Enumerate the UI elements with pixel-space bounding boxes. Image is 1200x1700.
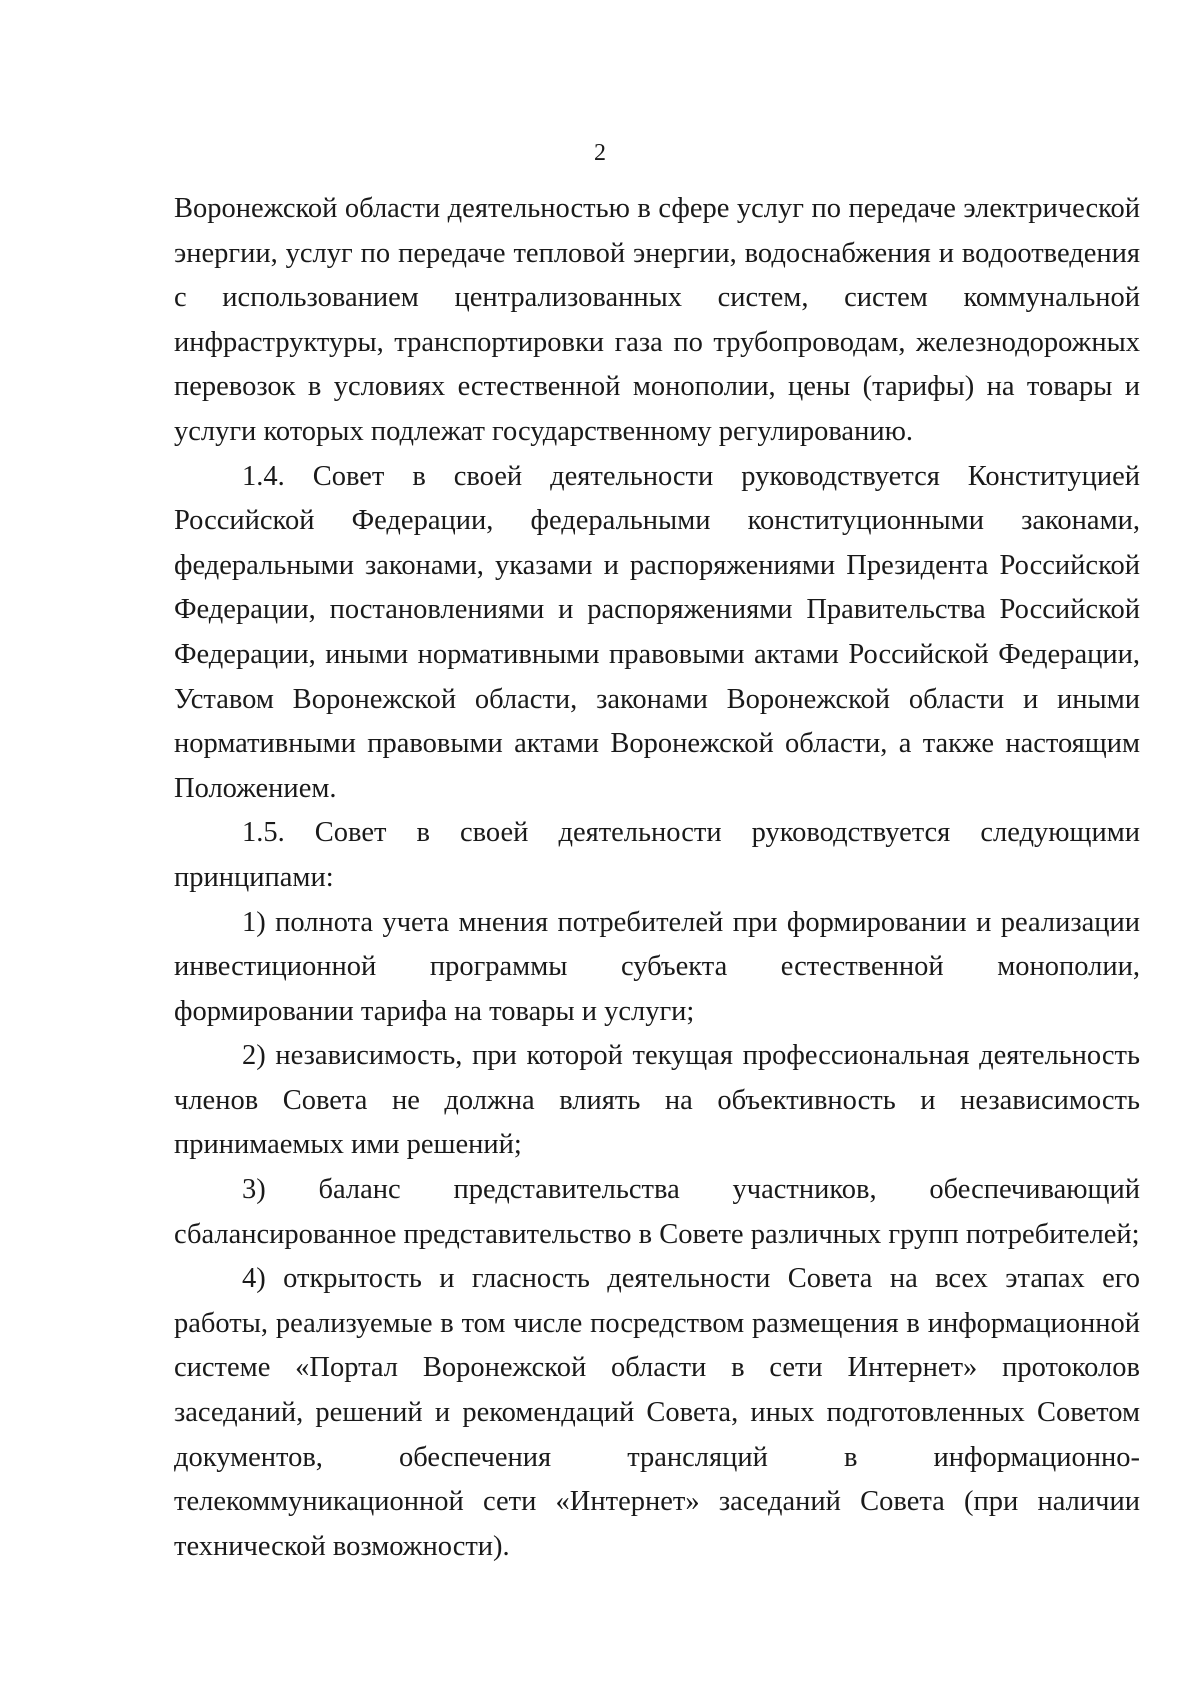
paragraph-principle-2: 2) независимость, при которой текущая профессиональная деятельность членов Совета не должна влиять на объективность и независимость принимаемых ими решений; — [174, 1040, 1140, 1161]
page-number: 2 — [594, 140, 606, 166]
paragraph-continuation: Воронежской области деятельностью в сфере услуг по передаче электрической энергии, услуг по передаче тепловой энергии, водоснабжения и водоотведения с использованием централизованных систем, систем коммунальной инфраструктуры, транспортировки газа по трубопроводам, железнодорожных перевозок в условиях естественной монополии, цены (тарифы) на товары и услуги которых подлежат государственному регулированию. — [174, 193, 1140, 447]
paragraph-principle-3: 3) баланс представительства участников, обеспечивающий сбалансированное представительство в Совете различных групп потребителей; — [174, 1174, 1140, 1250]
paragraph-clause-1-4: 1.4. Совет в своей деятельности руководствуется Конституцией Российской Федерации, федеральными конституционными законами, федеральными законами, указами и распоряжениями Президента Российской Федерации, постановлениями и распоряжениями Правительства Российской Федерации, иными нормативными правовыми актами Российской Федерации, Уставом Воронежской области, законами Воронежской области и иными нормативными правовыми актами Воронежской области, а также настоящим Положением. — [174, 460, 1140, 804]
paragraph-principle-1: 1) полнота учета мнения потребителей при формировании и реализации инвестиционной программы субъекта естественной монополии, формировании тарифа на товары и услуги; — [174, 906, 1140, 1027]
paragraph-principle-4: 4) открытость и гласность деятельности Совета на всех этапах его работы, реализуемые в том числе посредством размещения в информационной системе «Портал Воронежской области в сети Интернет» протоколов заседаний, решений и рекомендаций Совета, иных подготовленных Советом документов, обеспечения трансляций в информационно-телекоммуникационной сети «Интернет» заседаний Совета (при наличии технической возможности). — [174, 1263, 1140, 1562]
document-body — [174, 187, 1140, 1569]
paragraph-clause-1-5: 1.5. Совет в своей деятельности руководствуется следующими принципами: — [174, 817, 1140, 893]
